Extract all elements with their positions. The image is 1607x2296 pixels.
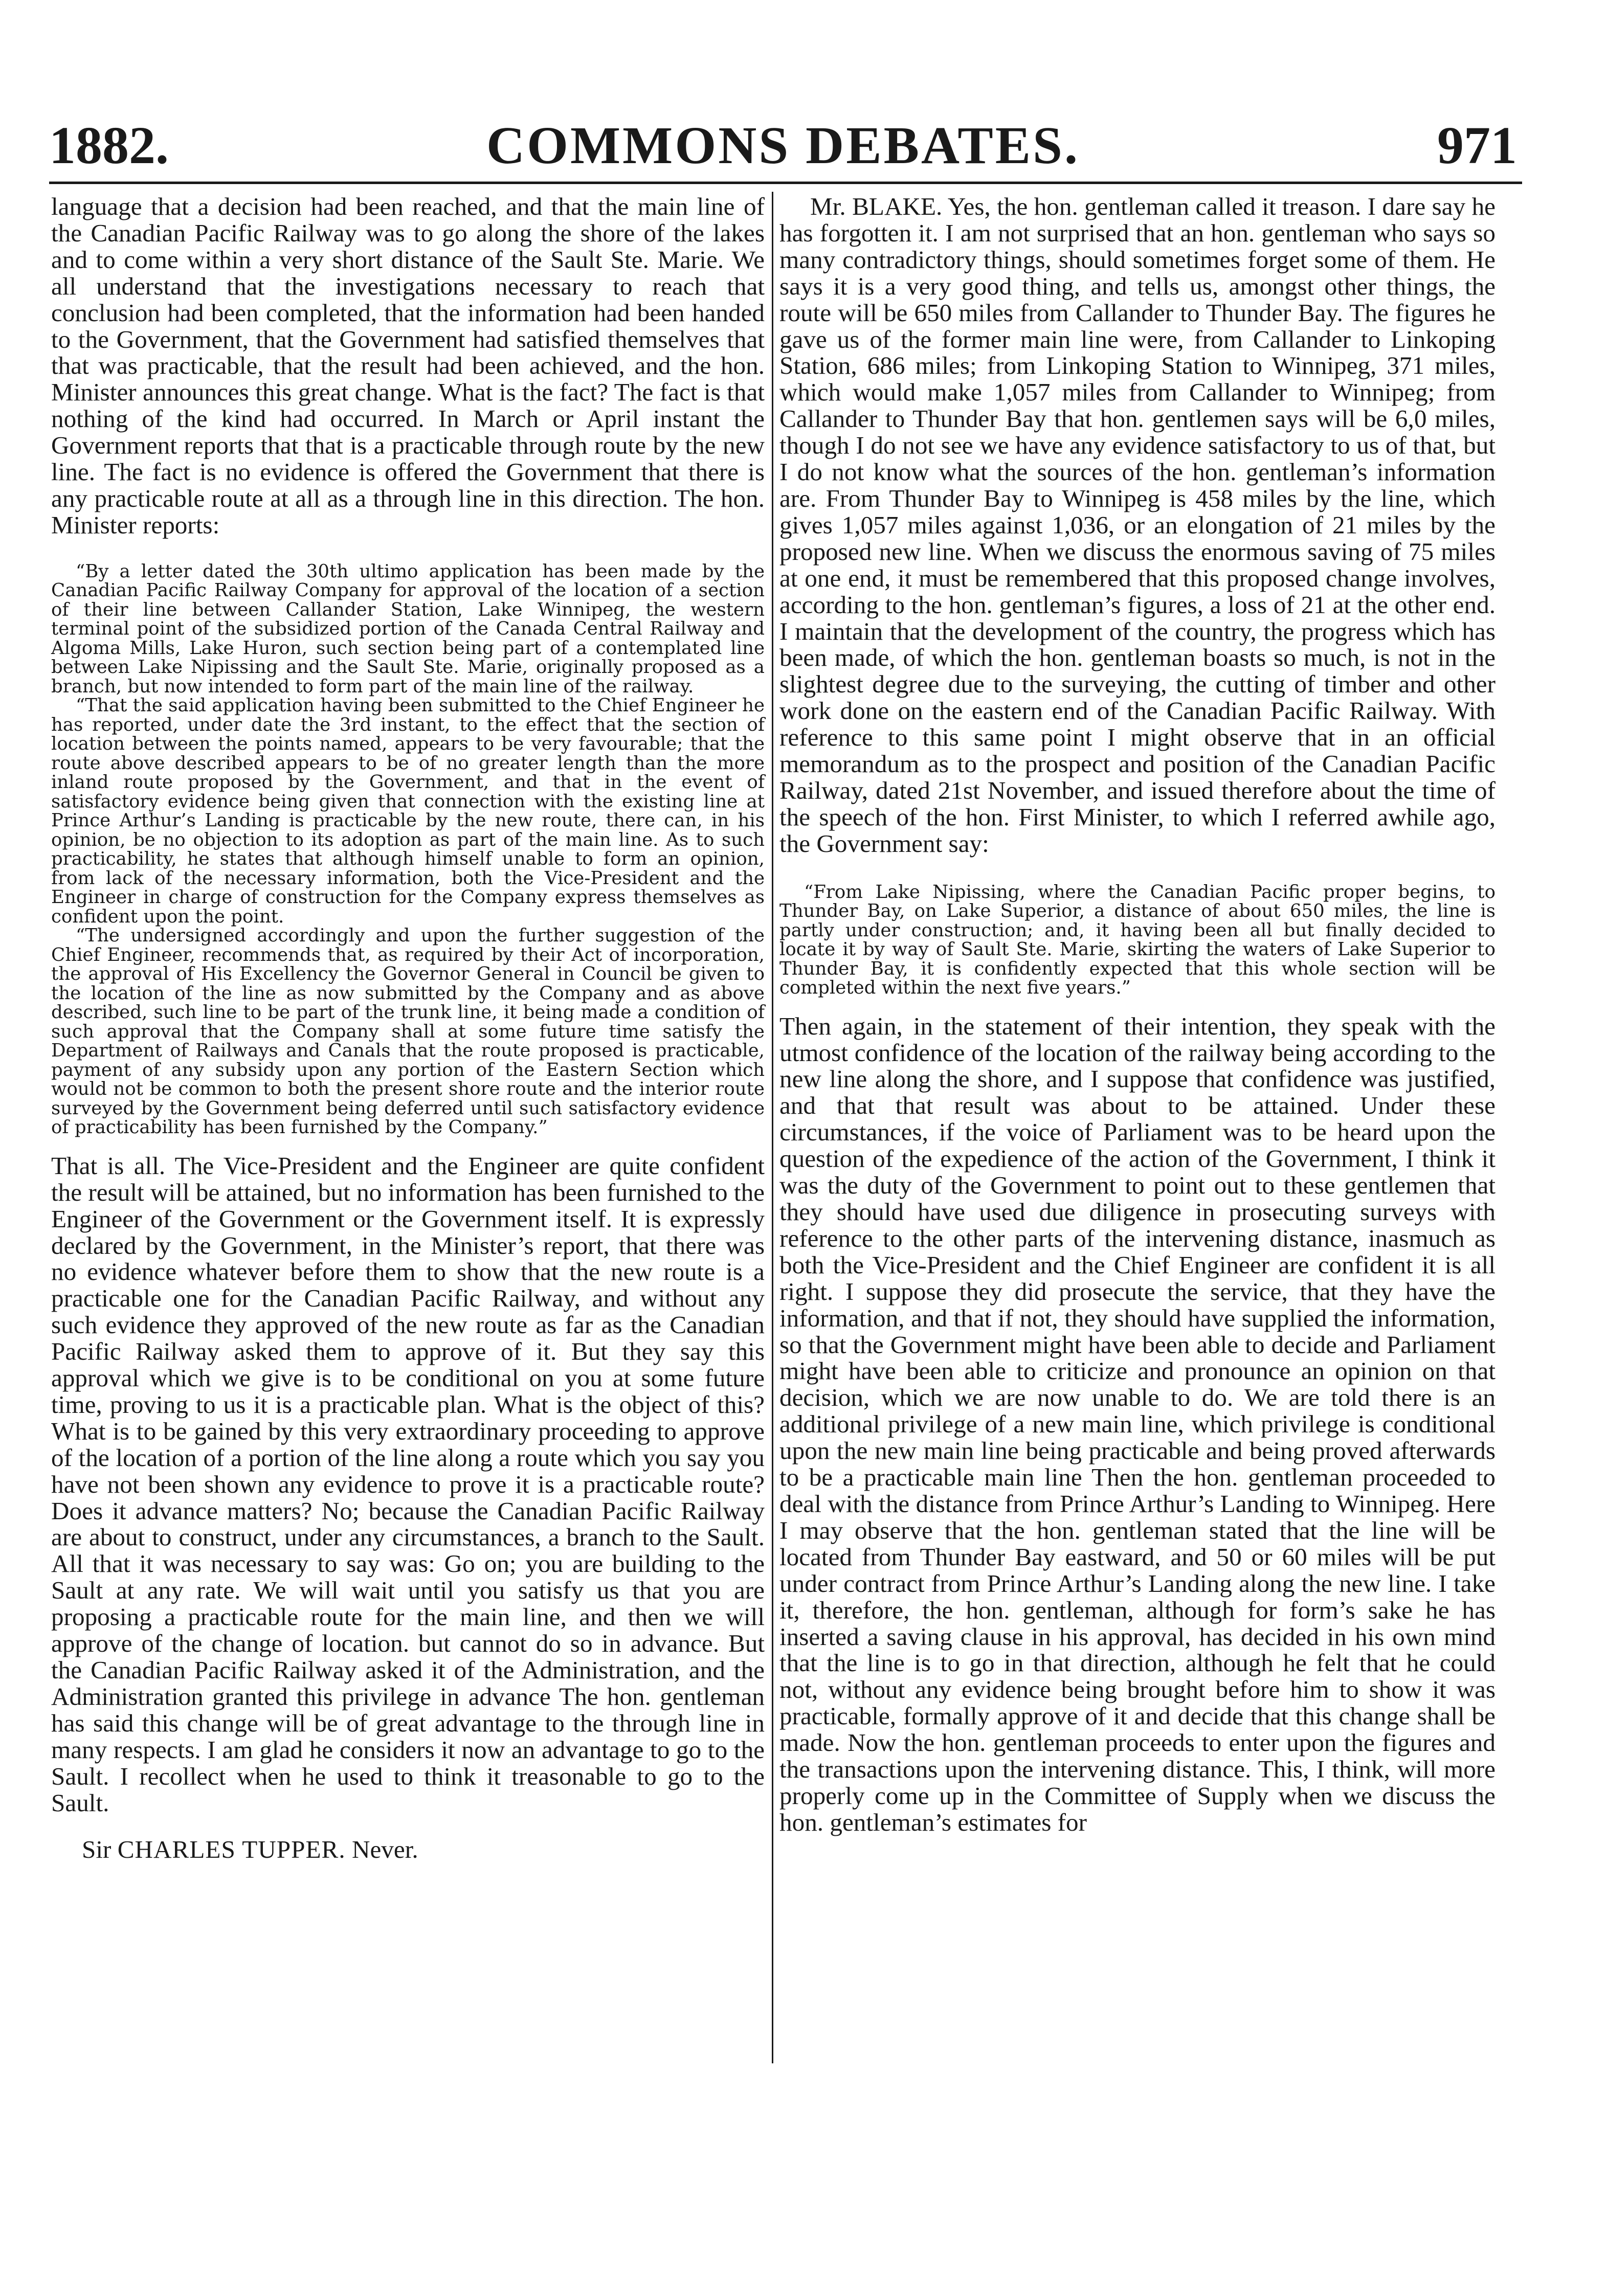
left-quoted-report [51,562,765,1137]
left-body-paragraph: That is all. The Vice-President and the Engineer are quite confident the result will be attained, but no information has been furnished to the Engineer of the Government or the Government itself. It is expressly declared by the Government, in the Minister’s report, that there was no evidence whatever before them to show that the new route is a practicable one for the Canadian Pacific Railway, and without any such evidence they approved of the new route as far as the Canadian Pacific Railway asked them to approve of it. But they say this approval which we give is to be conditional on you at some future time, proving to us it is a practicable plan. What is the object of this? What is to be gained by this very extraordinary proceeding to approve of the location of a portion of the line along a route which you say you have not been shown any evidence to prove it is a practicable route? Does it advance matters? No; because the Canadian Pacific Railway are about to construct, under any circumstances, a branch to the Sault. All that it was necessary to say was: Go on; you are building to the Sault at any rate. We will wait until you satisfy us that you are proposing a practicable route for the main line, and then we will approve of the change of location. but cannot do so in advance. But the Canadian Pacific Railway asked it of the Administration, and the Administration granted this privilege in advance The hon. gentleman has said this change will be of great advantage to the through line in many respects. I am glad he considers it now an advantage to go to the Sault. I recollect when he used to think it treasonable to go to the Sault. [51,1151,765,1817]
quote-paragraph: “From Lake Nipissing, where the Canadian Pacific proper begins, to Thunder Bay, on Lake Superior, a distance of about 650 miles, the line is partly under construction; and, it having been all but finally decided to locate it by way of Sault Ste. Marie, skirting the waters of Lake Superior to Thunder Bay, it is confidently expected that this whole section will be completed within the next five years.” [779,881,1496,999]
speaker-interjection [51,1836,765,1863]
speaker-prefix: Sir [82,1835,118,1864]
header-page-number: 971 [1437,116,1517,175]
quote-paragraph: “That the said application having been submitted to the Chief Engineer he has reported, under date the 3rd instant, to the effect that the section of location between the points named, appears to be very favourable; that the route above described appears to be of no greater length than the more inland route proposed by the Government, and that in the event of satisfactory evidence being given that connection with the existing line at Prince Arthur’s Landing is practicable by the new route, there can, in his opinion, be no objection to its adoption as part of the main line. As to such practicability, he states that although himself unable to form an opinion, from lack of the necessary information, both the Vice-President and the Engineer in charge of construction for the Company express themselves as confident upon the point. [51,695,765,927]
right-quoted-memorandum [779,883,1496,998]
header-year: 1882. [49,116,169,175]
header-rule [49,182,1522,184]
right-column [779,193,1496,1836]
left-intro-paragraph: language that a decision had been reached, and that the main line of the Canadian Pacific Railway was to go along the shore of the lakes and to come within a very short distance of the Sault Ste. Marie. We all understand that the investigations necessary to reach that conclusion had been completed, that the information had been handed to the Government, that the Government had satisfied themselves that that was practicable, that the result had been achieved, and the hon. Minister announces this great change. What is the fact? The fact is that nothing of the kind had occurred. In March or April instant the Government reports that that is a practicable through route by the new line. The fact is no evidence is offered the Government that there is any practicable route at all as a through line in this direction. The hon. Minister reports: [51,192,765,539]
right-body-paragraph: Then again, in the statement of their intention, they speak with the utmost confidence of the location of the railway being according to the new line along the shore, and I suppose that confidence was justified, and that that result was about to be attained. Under these circumstances, if the voice of Parliament was to be heard upon the question of the expedience of the action of the Government, I think it was the duty of the Government to point out to these gentlemen that they should have used due diligence in prosecuting surveys with reference to the other parts of the intervening distance, inasmuch as both the Vice-President and the Chief Engineer are confident it is all right. I suppose they did prosecute the service, that they have the information, and that if not, they should have supplied the information, so that the Government might have been able to decide and Parliament might have been able to criticize and pronounce an opinion on that decision, which we are now unable to do. We are told there is an additional privilege of a new main line, which privilege is conditional upon the new main line being practicable and being proved afterwards to be a practicable main line Then the hon. gentleman proceeded to deal with the distance from Prince Arthur’s Landing to Winnipeg. Here I may observe that the hon. gentleman stated that the line will be located from Thunder Bay eastward, and 50 or 60 miles will be put under contract from Prince Arthur’s Landing along the new line. I take it, therefore, the hon. gentleman, although for form’s sake he has inserted a saving clause in his approval, has decided in his own mind that the line is to go in that direction, although he felt that he could not, without any evidence being brought before him to show it was practicable, formally approve of it and decide that this change shall be made. Now the hon. gentleman proceeds to enter upon the figures and the transactions upon the intervening distance. This, I think, will more properly come up in the Committee of Supply when we discuss the hon. gentleman’s estimates for [779,1011,1496,1836]
quote-paragraph: “The undersigned accordingly and upon the further suggestion of the Chief Engineer, recommends that, as required by their Act of incorporation, the approval of His Excellency the Governor General in Council be given to the location of the line as now submitted by the Company and as above described, such line to be part of the trunk line, it being made a condition of such approval that the Company shall at some future time satisfy the Department of Railways and Canals that the route proposed is practicable, payment of any subsidy upon any portion of the Eastern Section which would not be common to both the present shore route and the interior route surveyed by the Government being deferred until such satisfactory evidence of practicability has been furnished by the Company.” [51,925,765,1138]
speaker-name: CHARLES TUPPER. [117,1835,346,1864]
left-column [51,193,765,1863]
quote-paragraph: “By a letter dated the 30th ultimo application has been made by the Canadian Pacific Railway Company for approval of the location of a section of their line between Callander Station, Lake Winnipeg, the western terminal point of the subsidized portion of the Canada Central Railway and Algoma Mills, Lake Huron, such section being part of a contemplated line between Lake Nipissing and the Sault Ste. Marie, originally proposed as a branch, but now intended to form part of the main line of the railway. [51,560,765,697]
right-opening-paragraph: Mr. BLAKE. Yes, the hon. gentleman called it treason. I dare say he has forgotten it. I am not surprised that an hon. gentleman who says so many contradictory things, should sometimes forget some of them. He says it is a very good thing, and tells us, amongst other things, the route will be 650 miles from Callander to Thunder Bay. The figures he gave us of the former main line were, from Callander to Linkoping Station, 686 miles; from Linkoping Station to Winnipeg, 371 miles, which would make 1,057 miles from Callander to Winnipeg; from Callander to Thunder Bay that hon. gentlemen says will be 6,0 miles, though I do not see we have any evidence satisfactory to us of that, but I do not know what the sources of the hon. gentleman’s information are. From Thunder Bay to Winnipeg is 458 miles by the line, which gives 1,057 miles against 1,036, or an elongation of 21 miles by the proposed new line. When we discuss the enormous saving of 75 miles at one end, it must be remembered that this proposed change involves, according to the hon. gentleman’s figures, a loss of 21 at the other end. I maintain that the development of the country, the progress which has been made, of which the hon. gentleman boasts so much, is not in the slightest degree due to the surveying, the cutting of timber and other work done on the eastern end of the Canadian Pacific Railway. With reference to this same point I might observe that in an official memorandum as to the prospect and position of the Canadian Pacific Railway, dated 21st November, and issued therefore about the time of the speech of the hon. First Minister, to which I referred awhile ago, the Government say: [779,192,1496,858]
page-header [49,115,1517,176]
column-divider [772,192,773,2063]
speaker-remark: Never. [345,1835,418,1864]
header-title: COMMONS DEBATES. [486,116,1080,175]
